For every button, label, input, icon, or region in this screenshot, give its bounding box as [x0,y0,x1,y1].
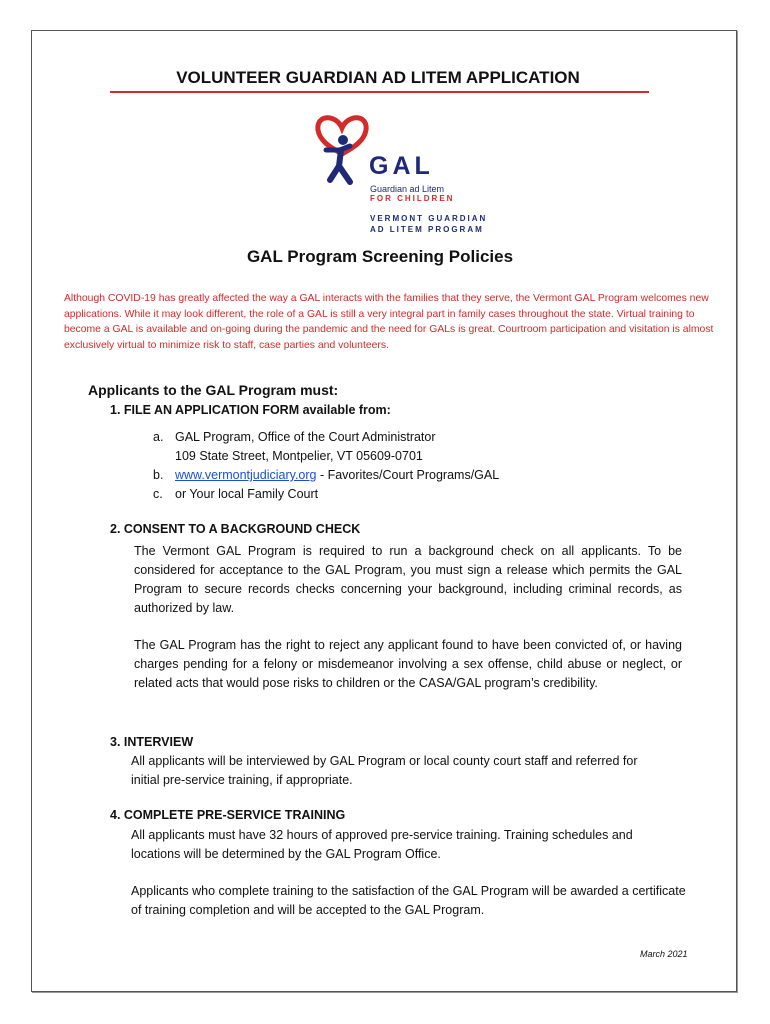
list-letter: b. [153,468,164,482]
background-check-paragraph: The Vermont GAL Program is required to run a background check on all applicants. To be considered for acceptance to the GAL Program, you must sign a release which permits the GAL Program to secure records checks concerning your background, including criminal records, as authorized by law. [134,544,682,615]
section-title: GAL Program Screening Policies [246,247,514,266]
list-item [153,466,499,485]
source-b-text: - Favorites/Court Programs/GAL [316,468,500,482]
list-letter: c. [153,487,163,501]
list-item [153,428,499,447]
list-item-continuation [153,447,499,466]
interview-paragraph: All applicants will be interviewed by GAL Program or local county court staff and referred for initial pre-service training, if appropriate. [131,754,638,787]
logo-subtitle: Guardian ad Litem [370,184,445,194]
source-c-text: or Your local Family Court [175,487,319,501]
rejection-policy-paragraph: The GAL Program has the right to reject any applicant found to have been convicted of, or having charges pending for a felony or misdemeanor involving a sex offense, child abuse or neglect, or related acts that would pose risks to children or the CASA/GAL program’s credibility. [134,638,682,690]
requirements-heading: Applicants to the GAL Program must: [88,382,339,398]
document-date: March 2021 [640,949,688,959]
logo-tagline: FOR CHILDREN [370,194,455,203]
application-sources-list [153,428,499,504]
list-letter: a. [153,430,164,444]
title-underline [110,91,649,93]
gal-logo [310,108,488,238]
step-3-heading: 3. INTERVIEW [110,735,194,749]
logo-program-line2: AD LITEM PROGRAM [370,225,484,234]
source-a-line1: GAL Program, Office of the Court Administrator [175,430,436,444]
vermont-judiciary-link[interactable]: www.vermontjudiciary.org [175,468,317,482]
heart-figure-icon [312,110,372,190]
source-a-line2: 109 State Street, Montpelier, VT 05609-0701 [175,449,423,463]
step-1-heading: 1. FILE AN APPLICATION FORM available from: [110,403,391,417]
step-2-heading: 2. CONSENT TO A BACKGROUND CHECK [110,522,361,536]
logo-gal-text: GAL [369,152,434,180]
certificate-paragraph: Applicants who complete training to the satisfaction of the GAL Program will be awarded a certificate of training completion and will be accepted to the GAL Program. [131,884,686,917]
training-paragraph: All applicants must have 32 hours of approved pre-service training. Training schedules and locations will be determined by the GAL Program Office. [131,828,633,861]
step-4-heading: 4. COMPLETE PRE-SERVICE TRAINING [110,808,346,822]
document-title: VOLUNTEER GUARDIAN AD LITEM APPLICATION [176,68,580,87]
list-item [153,485,499,504]
logo-program-line1: VERMONT GUARDIAN [370,214,488,223]
covid-notice: Although COVID-19 has greatly affected the way a GAL interacts with the families that they serve, the Vermont GAL Program welcomes new applications. While it may look different, the role of a GAL is still a very integral part in family cases throughout the state. Virtual training to become a GAL is available and on-going during the pandemic and the need for GALs is great. Courtroom participation and visitation is almost exclusively virtual to minimize risk to staff, case parties and volunteers. [64,293,714,351]
